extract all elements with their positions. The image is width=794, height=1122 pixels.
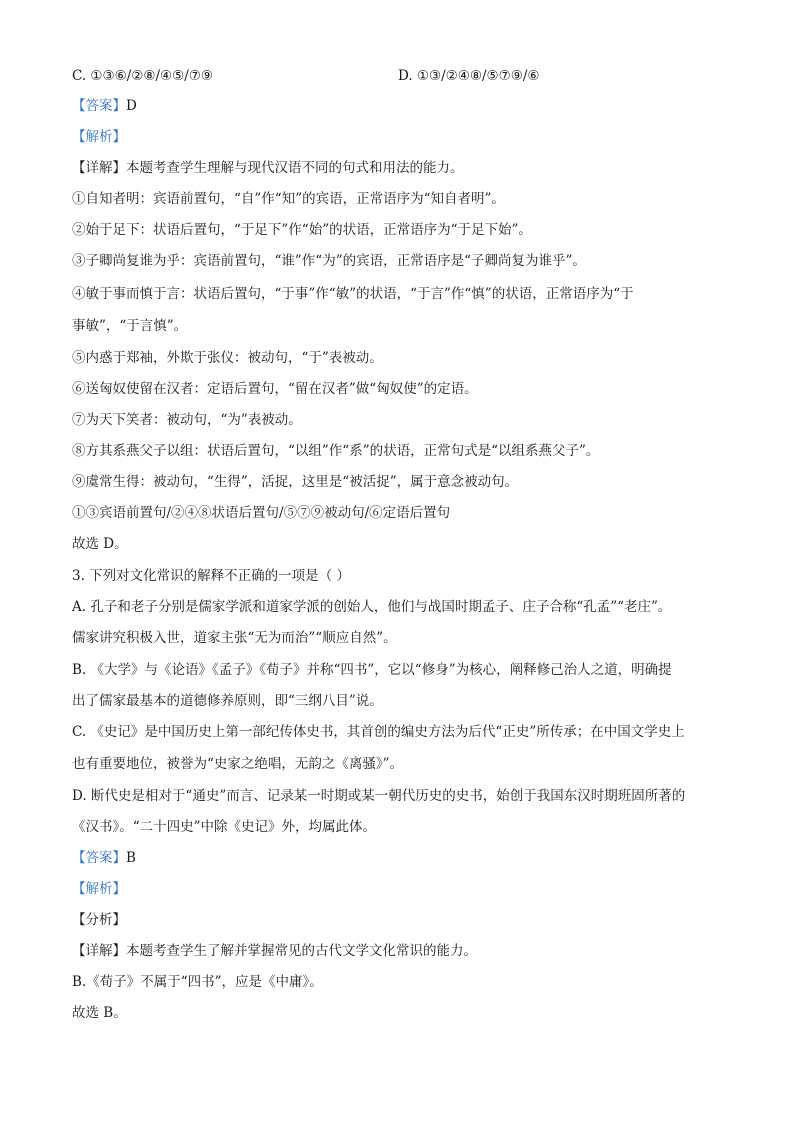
q2-item: ③子卿尚复谁为乎：宾语前置句，“谁”作“为”的宾语，正常语序是“子卿尚复为谁乎”。 [72, 253, 586, 269]
q3-option-c-cont: 也有重要地位，被誉为“史家之绝唱，无韵之《离骚》”。 [72, 756, 404, 772]
answer-value: D [126, 98, 137, 114]
q3-analysis-tag: 【解析】 [72, 881, 126, 897]
q3-detail-line [72, 943, 732, 959]
q3-answer-line [72, 850, 732, 866]
q3-option-a-cont: 儒家讲究积极入世，道家主张“无为而治”“顺应自然”。 [72, 630, 397, 646]
q2-item: ⑦为天下笑者：被动句，“为”表被动。 [72, 412, 302, 428]
q2-item: ⑨虞常生得：被动句，“生得”，活捉，这里是“被活捉”，属于意念被动句。 [72, 474, 519, 490]
answer-tag: 【答案】 [72, 850, 126, 866]
q3-option-b-cont: 出了儒家最基本的道德修养原则，即“三纲八目”说。 [72, 693, 383, 709]
q2-analysis-tag: 【解析】 [72, 129, 126, 145]
detail-intro: 本题考查学生了解并掌握常见的古代文学文化常识的能力。 [126, 943, 477, 959]
q2-item: ⑤内惑于郑袖，外欺于张仪：被动句，“于”表被动。 [72, 350, 383, 366]
option-d-line: D. ①③/②④⑧/⑤⑦⑨/⑥ [398, 68, 540, 84]
option-c-line: C. ①③⑥/②⑧/④⑤/⑦⑨ [72, 68, 213, 84]
answer-tag: 【答案】 [72, 98, 126, 114]
q2-item: ②始于足下：状语后置句，“于足下”作“始”的状语，正常语序为“于足下始”。 [72, 222, 532, 238]
q2-item: ④敏于事而慎于言：状语后置句，“于事”作“敏”的状语，“于言”作“慎”的状语，正常语序为“于 [72, 286, 634, 302]
q2-conclusion: 故选 D。 [72, 536, 128, 552]
detail-tag: 【详解】 [72, 943, 126, 959]
q3-explain: B.《荀子》不属于“四书”，应是《中庸》。 [72, 974, 323, 990]
q3-option-c: C. 《史记》是中国历史上第一部纪传体史书，其首创的编史方法为后代“正史”所传承；在中国文学史上 [72, 724, 685, 740]
q2-item: ①自知者明：宾语前置句，“自”作“知”的宾语，正常语序为“知自者明”。 [72, 191, 505, 207]
q3-conclusion: 故选 B。 [72, 1005, 127, 1021]
q3-option-a: A. 孔子和老子分别是儒家学派和道家学派的创始人，他们与战国时期孟子、庄子合称“孔孟”“老庄”。 [72, 599, 672, 615]
q2-item: 事敏”，“于言慎”。 [72, 318, 188, 334]
q2-item: ⑧方其系燕父子以组：状语后置句，“以组”作“系”的状语，正常句式是“以组系燕父子”。 [72, 443, 600, 459]
q3-question: 3. 下列对文化常识的解释不正确的一项是（ ） [72, 568, 350, 584]
q3-option-d-cont: 《汉书》。“二十四史”中除《史记》外，均属此体。 [72, 819, 377, 835]
q2-detail-line [72, 160, 732, 176]
answer-value: B [126, 850, 136, 866]
detail-intro: 本题考查学生理解与现代汉语不同的句式和用法的能力。 [126, 160, 464, 176]
q2-summary: ①③宾语前置句/②④⑧状语后置句/⑤⑦⑨被动句/⑥定语后置句 [72, 505, 451, 521]
detail-tag: 【详解】 [72, 160, 126, 176]
q3-option-b: B. 《大学》与《论语》《孟子》《荀子》并称“四书”，它以“修身”为核心，阐释修己治人之道，明确提 [72, 662, 672, 678]
q3-fenxi-tag: 【分析】 [72, 912, 126, 928]
q2-answer-line [72, 98, 732, 114]
q3-option-d: D. 断代史是相对于“通史”而言、记录某一时期或某一朝代历史的史书，始创于我国东汉时期班固所著的 [72, 788, 686, 804]
q2-item: ⑥送匈奴使留在汉者：定语后置句，“留在汉者”做“匈奴使”的定语。 [72, 381, 478, 397]
